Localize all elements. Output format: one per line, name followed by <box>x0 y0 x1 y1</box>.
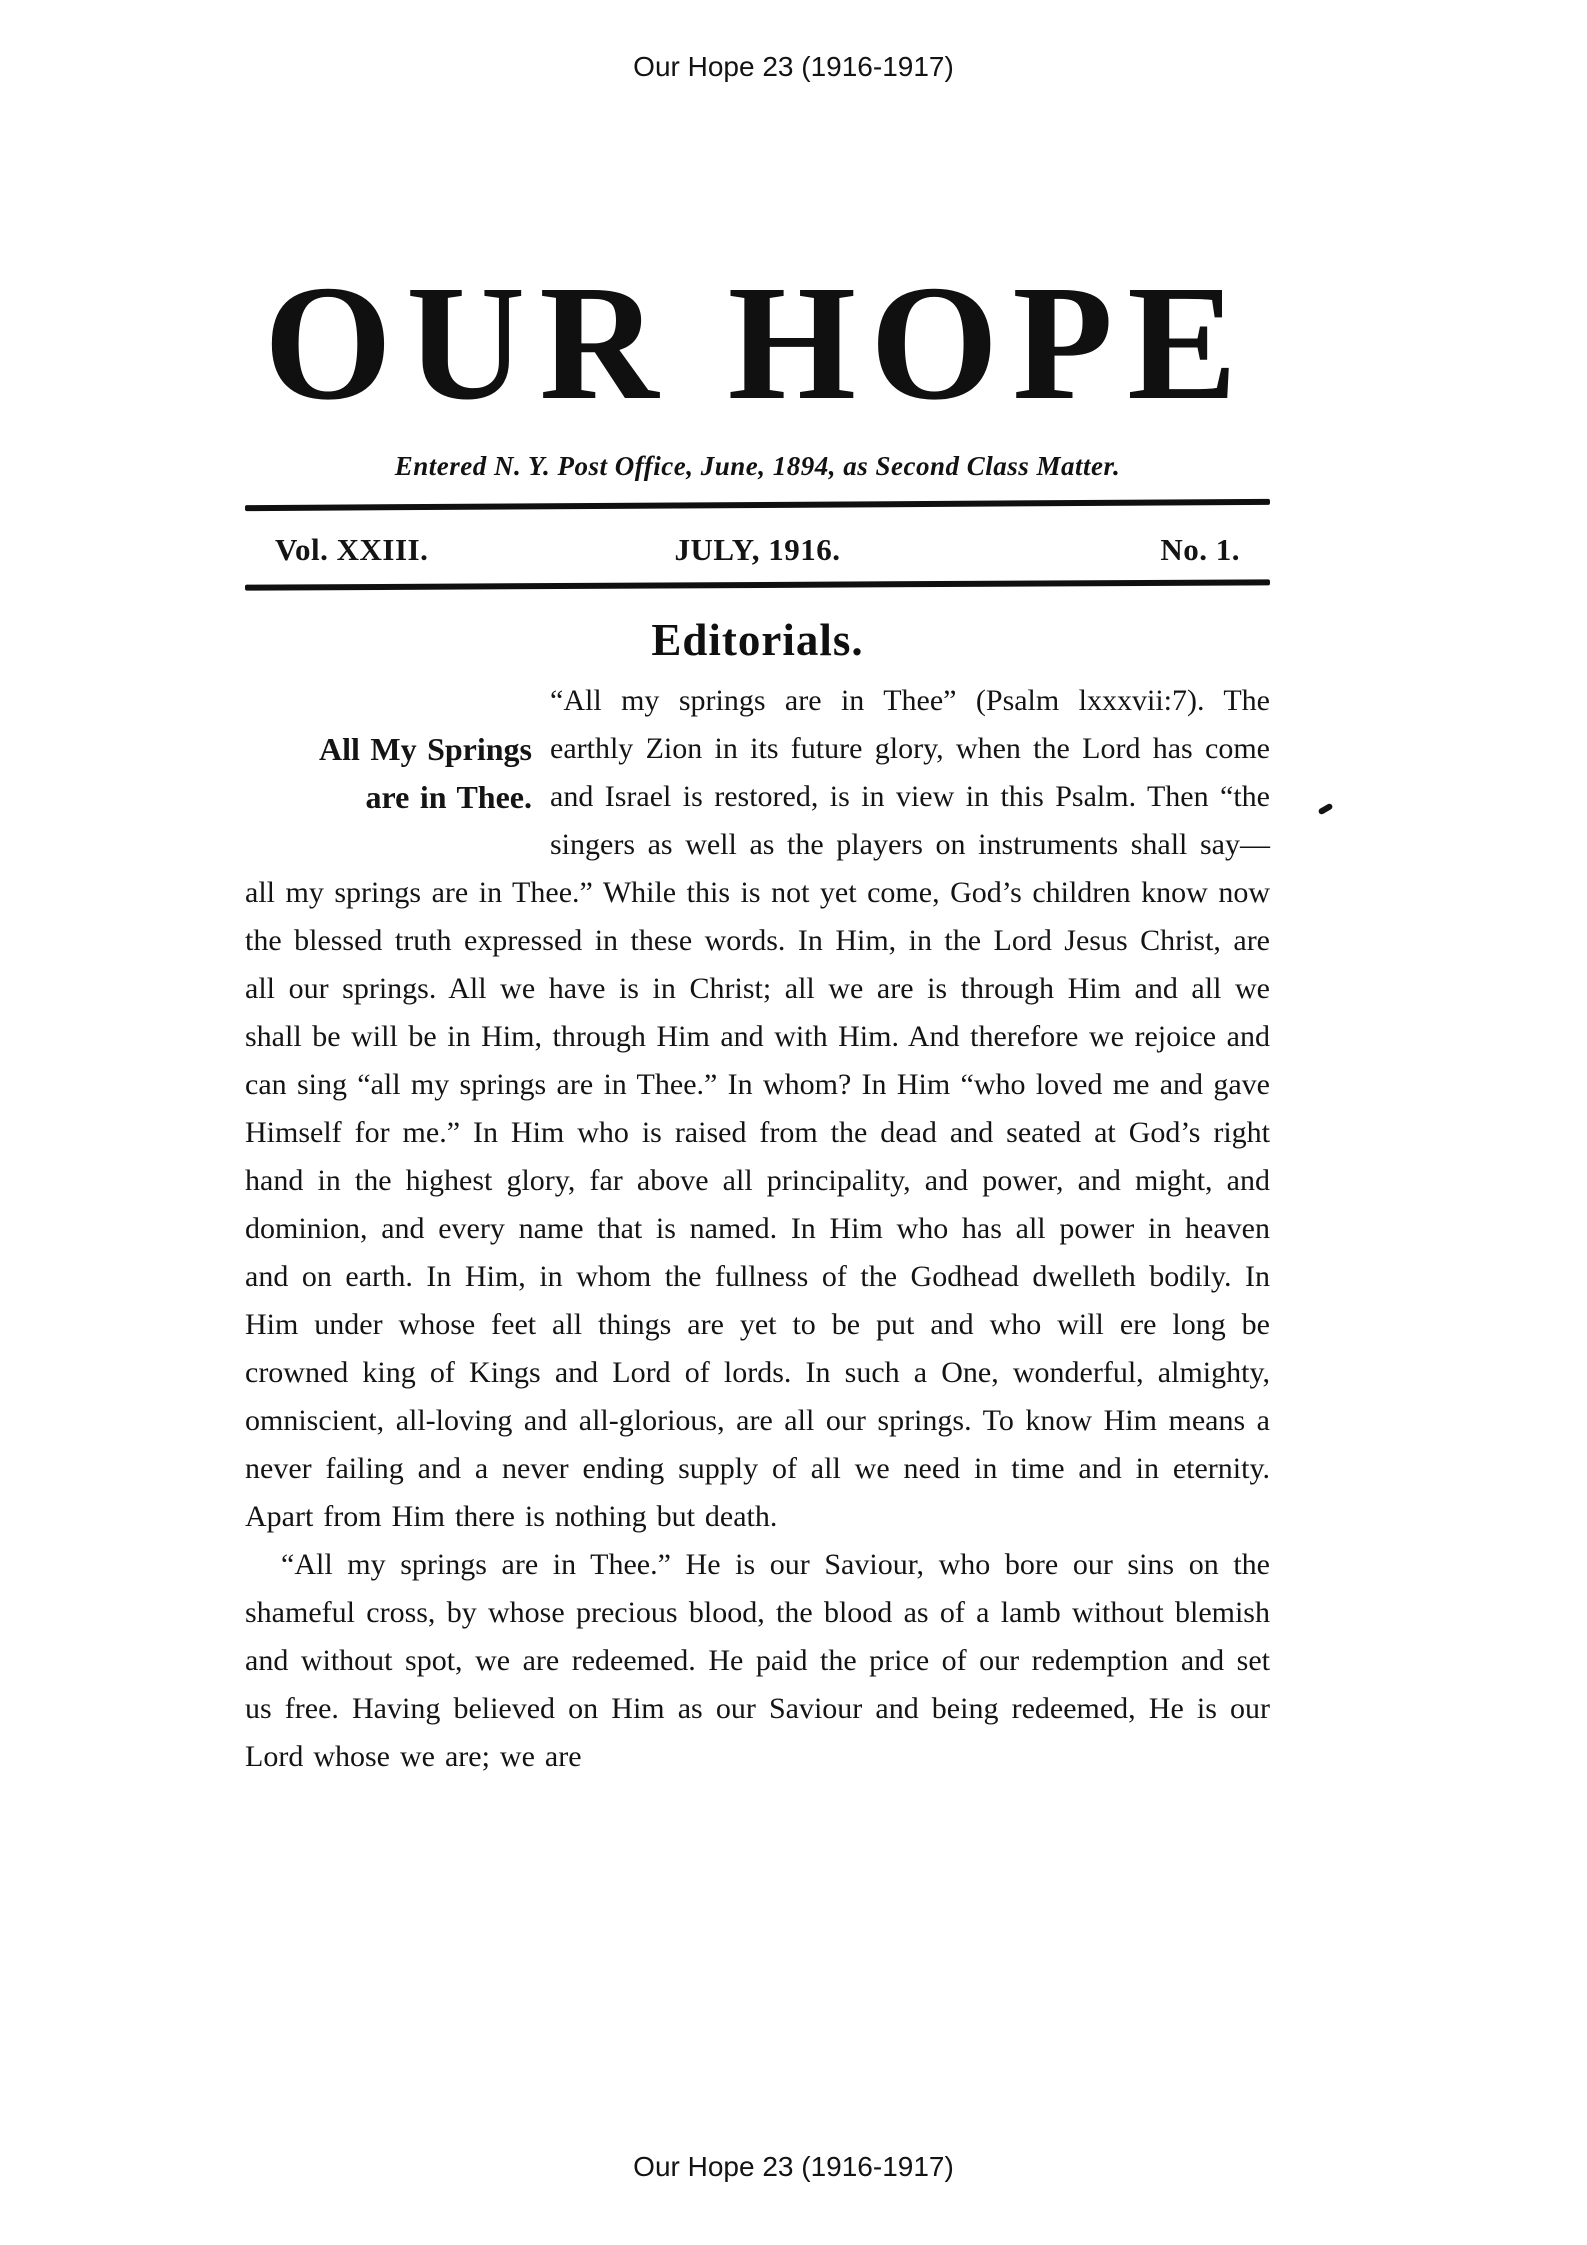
running-header: Our Hope 23 (1916-1917) <box>633 51 954 82</box>
sidehead-line-1: All My Springs <box>318 731 532 768</box>
sidehead <box>245 677 550 869</box>
article-heading: Editorials. <box>651 614 864 665</box>
top-rule <box>245 498 1270 510</box>
volume-number: Vol. XXIII. <box>275 531 429 567</box>
sidehead-line-2: are in Thee. <box>365 779 532 816</box>
issue-number: No. 1. <box>1160 531 1240 567</box>
page-content <box>245 250 1270 1782</box>
paragraph-text: “All my springs are in Thee.” He is our Saviour, who bore our sins on the shameful cross, by whose precious blood, the blood as of a lamb without blemish and without spot, we are redeemed. He paid the price of our redemption and set us free. Having believed on Him as our Saviour and being redeemed, He is our Lord whose we are; we are <box>245 1548 1270 1774</box>
scan-artifact <box>1318 803 1334 816</box>
volume-issue-line <box>245 532 1270 568</box>
paragraph <box>245 677 1270 1541</box>
paragraph <box>245 1541 1270 1781</box>
publication-title: OUR HOPE <box>263 250 1252 434</box>
postal-entry-notice: Entered N. Y. Post Office, June, 1894, as Second Class Matter. <box>394 450 1121 481</box>
bottom-rule <box>245 579 1270 590</box>
running-footer: Our Hope 23 (1916-1917) <box>633 2151 954 2182</box>
paragraph-text: “All my springs are in Thee” (Psalm lxxxvii:7). The earthly Zion in its future glory, when the Lord has come and Israel is restored, is in view in this Psalm. Then “the singers as well as the players on instruments shall say—all my springs are in Thee.” While this is not yet come, God’s children know now the blessed truth expressed in these words. In Him, in the Lord Jesus Christ, are all our springs. All we have is in Christ; all we are is through Him and all we shall be will be in Him, through Him and with Him. And therefore we rejoice and can sing “all my springs are in Thee.” In whom? In Him “who loved me and gave Himself for me.” In Him who is raised from the dead and seated at God’s right hand in the highest glory, far above all principality, and power, and might, and dominion, and every name that is named. In Him who has all power in heaven and on earth. In Him, in whom the fullness of the Godhead dwelleth bodily. In Him under whose feet all things are yet to be put and who will ere long be crowned king of Kings and Lord of lords. In such a One, wonderful, almighty, omniscient, all-loving and all-glorious, are all our springs. To know Him means a never failing and a never ending supply of all we need in time and in eternity. Apart from Him there is nothing but death. <box>245 684 1270 1534</box>
issue-date: JULY, 1916. <box>674 531 841 567</box>
article-body <box>245 677 1270 1781</box>
